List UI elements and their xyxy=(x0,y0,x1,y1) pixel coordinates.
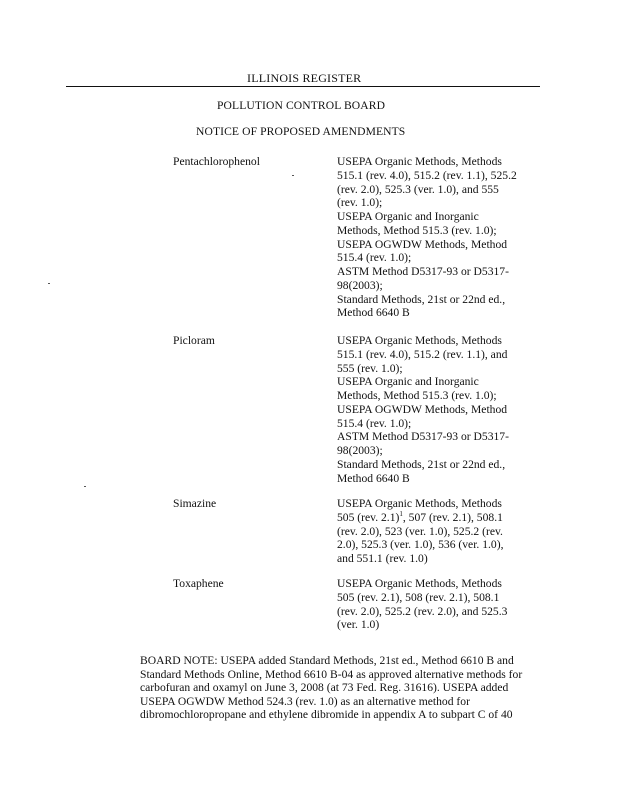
method-line: Method 6640 B xyxy=(337,471,410,485)
method-line: 2.0), 525.3 (ver. 1.0), 536 (ver. 1.0), xyxy=(337,538,504,552)
scan-speck xyxy=(48,283,50,284)
method-line: and 551.1 (rev. 1.0) xyxy=(337,552,428,565)
method-line: (ver. 1.0) xyxy=(337,618,380,632)
method-line: (rev. 2.0), 525.3 (ver. 1.0), and 555 xyxy=(337,182,499,196)
method-line: (rev. 2.0), 523 (ver. 1.0), 525.2 (rev. xyxy=(337,524,503,538)
method-line: USEPA Organic Methods, Methods xyxy=(337,155,502,168)
method-line: 555 (rev. 1.0); xyxy=(337,361,403,375)
method-text: 505 (rev. 2.1) xyxy=(337,510,400,524)
method-line: USEPA OGWDW Methods, Method xyxy=(337,402,508,416)
contaminant-name: Picloram xyxy=(173,334,215,347)
scan-speck xyxy=(84,486,86,487)
method-list xyxy=(337,497,517,566)
notice-title: NOTICE OF PROPOSED AMENDMENTS xyxy=(196,125,406,138)
contaminant-name: Pentachlorophenol xyxy=(173,155,260,168)
method-line: Methods, Method 515.3 (rev. 1.0); xyxy=(337,389,497,402)
method-line: 515.1 (rev. 4.0), 515.2 (rev. 1.1), 525.2 xyxy=(337,168,517,182)
scan-speck xyxy=(292,175,294,176)
note-line: USEPA OGWDW Method 524.3 (rev. 1.0) as an alternative method for xyxy=(140,694,470,708)
method-line xyxy=(337,511,517,525)
register-title: ILLINOIS REGISTER xyxy=(247,71,362,85)
method-line: (rev. 2.0), 525.2 (rev. 2.0), and 525.3 xyxy=(337,604,508,618)
method-line: Method 6640 B xyxy=(337,306,410,320)
note-line: dibromochloropropane and ethylene dibromide in appendix A to subpart C of 40 xyxy=(140,708,513,722)
method-line: USEPA Organic and Inorganic xyxy=(337,210,479,223)
method-line: 515.1 (rev. 4.0), 515.2 (rev. 1.1), and xyxy=(337,347,508,361)
method-line: 515.4 (rev. 1.0); xyxy=(337,251,412,265)
method-list xyxy=(337,334,517,485)
note-line: Standard Methods Online, Method 6610 B-04 as approved alternative methods for xyxy=(140,667,523,681)
method-line: Methods, Method 515.3 (rev. 1.0); xyxy=(337,223,497,237)
note-line: carbofuran and oxamyl on June 3, 2008 (at 73 Fed. Reg. 31616). USEPA added xyxy=(140,681,509,695)
method-line: USEPA Organic Methods, Methods xyxy=(337,334,502,347)
note-line: BOARD NOTE: USEPA added Standard Methods, 21st ed., Method 6610 B and xyxy=(140,654,514,667)
method-line: 98(2003); xyxy=(337,444,383,457)
method-line: USEPA Organic Methods, Methods xyxy=(337,497,502,510)
method-list xyxy=(337,155,517,320)
footnote-marker: 1 xyxy=(399,509,403,518)
method-line: USEPA OGWDW Methods, Method xyxy=(337,237,508,251)
board-name: POLLUTION CONTROL BOARD xyxy=(217,99,386,112)
board-note xyxy=(140,654,540,722)
method-text: , 507 (rev. 2.1), 508.1 xyxy=(402,510,503,524)
method-line: Standard Methods, 21st or 22nd ed., xyxy=(337,292,506,306)
method-line: 505 (rev. 2.1), 508 (rev. 2.1), 508.1 xyxy=(337,590,500,604)
method-line: ASTM Method D5317-93 or D5317- xyxy=(337,265,509,278)
method-line: ASTM Method D5317-93 or D5317- xyxy=(337,430,509,444)
method-line: Standard Methods, 21st or 22nd ed., xyxy=(337,457,506,471)
header-rule xyxy=(66,86,540,87)
method-list xyxy=(337,577,517,632)
method-line: USEPA Organic and Inorganic xyxy=(337,375,479,389)
method-line: USEPA Organic Methods, Methods xyxy=(337,577,502,590)
method-line: 98(2003); xyxy=(337,278,383,292)
method-line: (rev. 1.0); xyxy=(337,196,383,210)
method-line: 515.4 (rev. 1.0); xyxy=(337,416,412,430)
contaminant-name: Toxaphene xyxy=(173,577,224,590)
contaminant-name: Simazine xyxy=(173,497,217,510)
